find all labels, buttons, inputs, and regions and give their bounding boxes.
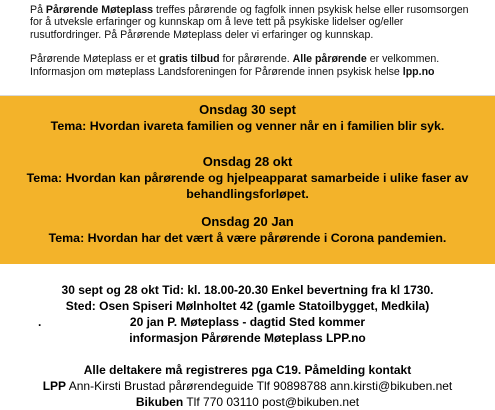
event-1 <box>0 102 495 134</box>
venue-info <box>0 282 495 346</box>
bikuben-contact-line: Bikuben Tlf 770 03110 post@bikuben.net <box>135 395 360 409</box>
events-banner <box>0 95 495 264</box>
place-line: Sted: Osen Spiseri Mølnholtet 42 (gamle Statoilbygget, Medkila) <box>65 299 430 313</box>
all-relatives-text: Alle pårørende <box>292 53 367 66</box>
intro-paragraph-2: Pårørende Møteplass er et gratis tilbud for pårørende. Alle pårørende er velkommen. Informasjon om møteplass Landsforeningen for Pårørende innen psykisk helse lpp.no <box>30 53 440 78</box>
event-3 <box>0 214 495 246</box>
contact-info <box>0 362 495 410</box>
event-date: Onsdag 20 Jan <box>201 214 294 229</box>
event-date: Onsdag 28 okt <box>202 154 293 169</box>
bullet-dot: · <box>38 318 42 332</box>
registration-line: Alle deltakere må registreres pga C19. Påmelding kontakt <box>83 363 412 377</box>
free-offer-text: gratis tilbud <box>158 53 220 66</box>
meeting-place-name: Pårørende Møteplass <box>45 4 154 16</box>
event-date: Onsdag 30 sept <box>199 102 296 117</box>
lpp-contact-line: LPP Ann-Kirsti Brustad pårørendeguide Tlf 90898788 ann.kirsti@bikuben.net <box>42 379 453 393</box>
jan-line: 20 jan P. Møteplass - dagtid Sted kommer <box>129 315 366 329</box>
info-line: informasjon Pårørende Møteplass LPP.no <box>129 331 366 345</box>
lpp-link[interactable]: lpp.no <box>402 65 435 78</box>
event-topic: Tema: Hvordan kan pårørende og hjelpeapparat samarbeide i ulike faser av behandlingsforløpet. <box>26 171 469 201</box>
time-line: 30 sept og 28 okt Tid: kl. 18.00-20.30 Enkel bevertning fra kl 1730. <box>61 283 434 297</box>
intro-paragraph-1: På Pårørende Møteplass treffes pårørende og fagfolk innen psykisk helse eller rusomsorgen for å utveksle erfaringer og kunnskap om å leve tett på psykiske lidelser og/eller rusutfordringer. På Pårørende Møteplass deler vi erfaringer og kunnskap. <box>30 4 469 41</box>
event-2 <box>0 154 495 202</box>
intro-section <box>0 0 495 94</box>
event-topic: Tema: Hvordan ivareta familien og venner når en i familien blir syk. <box>50 119 445 133</box>
event-topic: Tema: Hvordan har det vært å være pårørende i Corona pandemien. <box>48 231 447 245</box>
